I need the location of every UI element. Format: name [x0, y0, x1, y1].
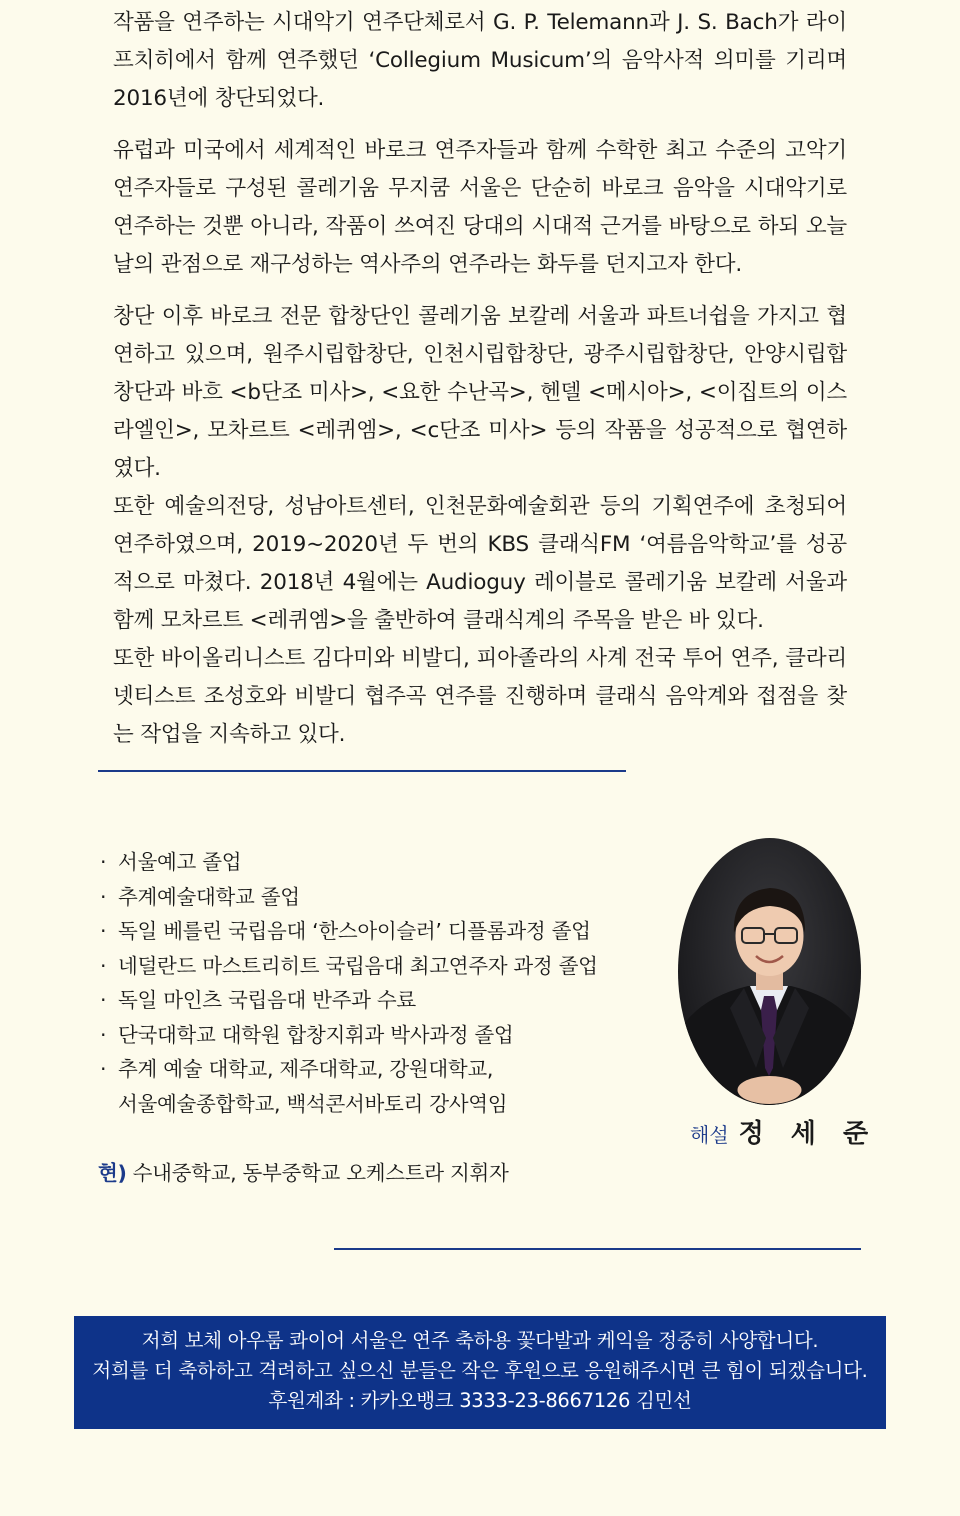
notice-line-2: 저희를 더 축하하고 격려하고 싶으신 분들은 작은 후원으로 응원해주시면 큰 힘이 되겠습니다. [92, 1359, 868, 1382]
bullet-dot: · [100, 953, 107, 978]
intro-paragraph-4: 또한 예술의전당, 성남아트센터, 인천문화예술회관 등의 기획연주에 초청되어 연주하였으며, 2019~2020년 두 번의 KBS 클래식FM ‘여름음악학교’를 성공적으로 마쳤다. 2018년 4월에는 Audioguy 레이블로 콜레기움 보칼레 서울과 함께 모차르트 <레퀴엠>을 출반하여 클래식계의 주목을 받은 바 있다. [113, 494, 847, 633]
career-item: · 서울예고 졸업 [98, 845, 658, 880]
career-item: · 단국대학교 대학원 합창지휘과 박사과정 졸업 [98, 1018, 658, 1053]
career-item: · 독일 마인츠 국립음대 반주과 수료 [98, 983, 658, 1018]
intro-paragraph-2: 유럽과 미국에서 세계적인 바로크 연주자들과 함께 수학한 최고 수준의 고악기 연주자들로 구성된 콜레기움 무지쿰 서울은 단순히 바로크 음악을 시대악기로 연주하는 것뿐 아니라, 작품이 쓰여진 당대의 시대적 근거를 바탕으로 하되 오늘날의 관점으로 재구성하는 역사주의 연주라는 화두를 던지고자 한다. [113, 138, 847, 277]
bullet-dot: · [100, 850, 107, 874]
career-item-continued: 서울예술종합학교, 백석콘서바토리 강사역임 [118, 1091, 508, 1116]
notice-line-1: 저희 보체 아우룸 콰이어 서울은 연주 축하용 꽃다발과 케익을 정중히 사양합니다. [141, 1329, 819, 1352]
career-item: · 네덜란드 마스트리히트 국립음대 최고연주자 과정 졸업 [98, 949, 658, 984]
intro-paragraph-5: 또한 바이올리니스트 김다미와 비발디, 피아졸라의 사계 전국 투어 연주, 클라리넷티스트 조성호와 비발디 협주곡 연주를 진행하며 클래식 음악계와 접점을 찾는 작업을 지속하고 있다. [113, 646, 847, 747]
commentator-name: 정 세 준 [738, 1119, 878, 1149]
career-item: · 추계예술대학교 졸업 [98, 880, 658, 915]
career-item: · 추계 예술 대학교, 제주대학교, 강원대학교, [98, 1052, 658, 1087]
bullet-dot: · [100, 1022, 107, 1047]
intro-paragraph-3: 창단 이후 바로크 전문 합창단인 콜레기움 보칼레 서울과 파트너쉽을 가지고 협연하고 있으며, 원주시립합창단, 인천시립합창단, 광주시립합창단, 안양시립합창단과 바흐 <b단조 미사>, <요한 수난곡>, 헨델 <메시아>, <이집트의 이스라엘인>, 모차르트 <레퀴엠>, <c단조 미사> 등의 작품을 성공적으로 협연하였다. [113, 304, 847, 481]
bullet-dot: · [100, 884, 107, 909]
profile-photo [678, 838, 861, 1105]
ensemble-intro [113, 4, 847, 754]
notice-account: 후원계좌 : 카카오뱅크 3333-23-8667126 김민선 [268, 1389, 692, 1412]
bullet-dot: · [100, 988, 107, 1012]
career-item: · 독일 베를린 국립음대 ‘한스아이슬러’ 디플롬과정 졸업 [98, 914, 658, 949]
commentator-caption [690, 1114, 877, 1155]
section-divider-bottom [334, 1248, 861, 1250]
section-divider-top [98, 770, 626, 772]
current-tag: 현) [98, 1161, 127, 1185]
current-position-text: 수내중학교, 동부중학교 오케스트라 지휘자 [132, 1161, 509, 1185]
bullet-dot: · [100, 919, 107, 943]
sponsorship-notice [74, 1316, 886, 1429]
current-position [98, 1156, 509, 1190]
career-list [98, 845, 658, 1121]
intro-paragraph-1: 작품을 연주하는 시대악기 연주단체로서 G. P. Telemann과 J. S. Bach가 라이프치히에서 함께 연주했던 ‘Collegium Musicum’의 음악사적 의미를 기리며 2016년에 창단되었다. [113, 10, 847, 111]
commentator-role: 해설 [690, 1123, 729, 1147]
bullet-dot: · [100, 1057, 107, 1081]
